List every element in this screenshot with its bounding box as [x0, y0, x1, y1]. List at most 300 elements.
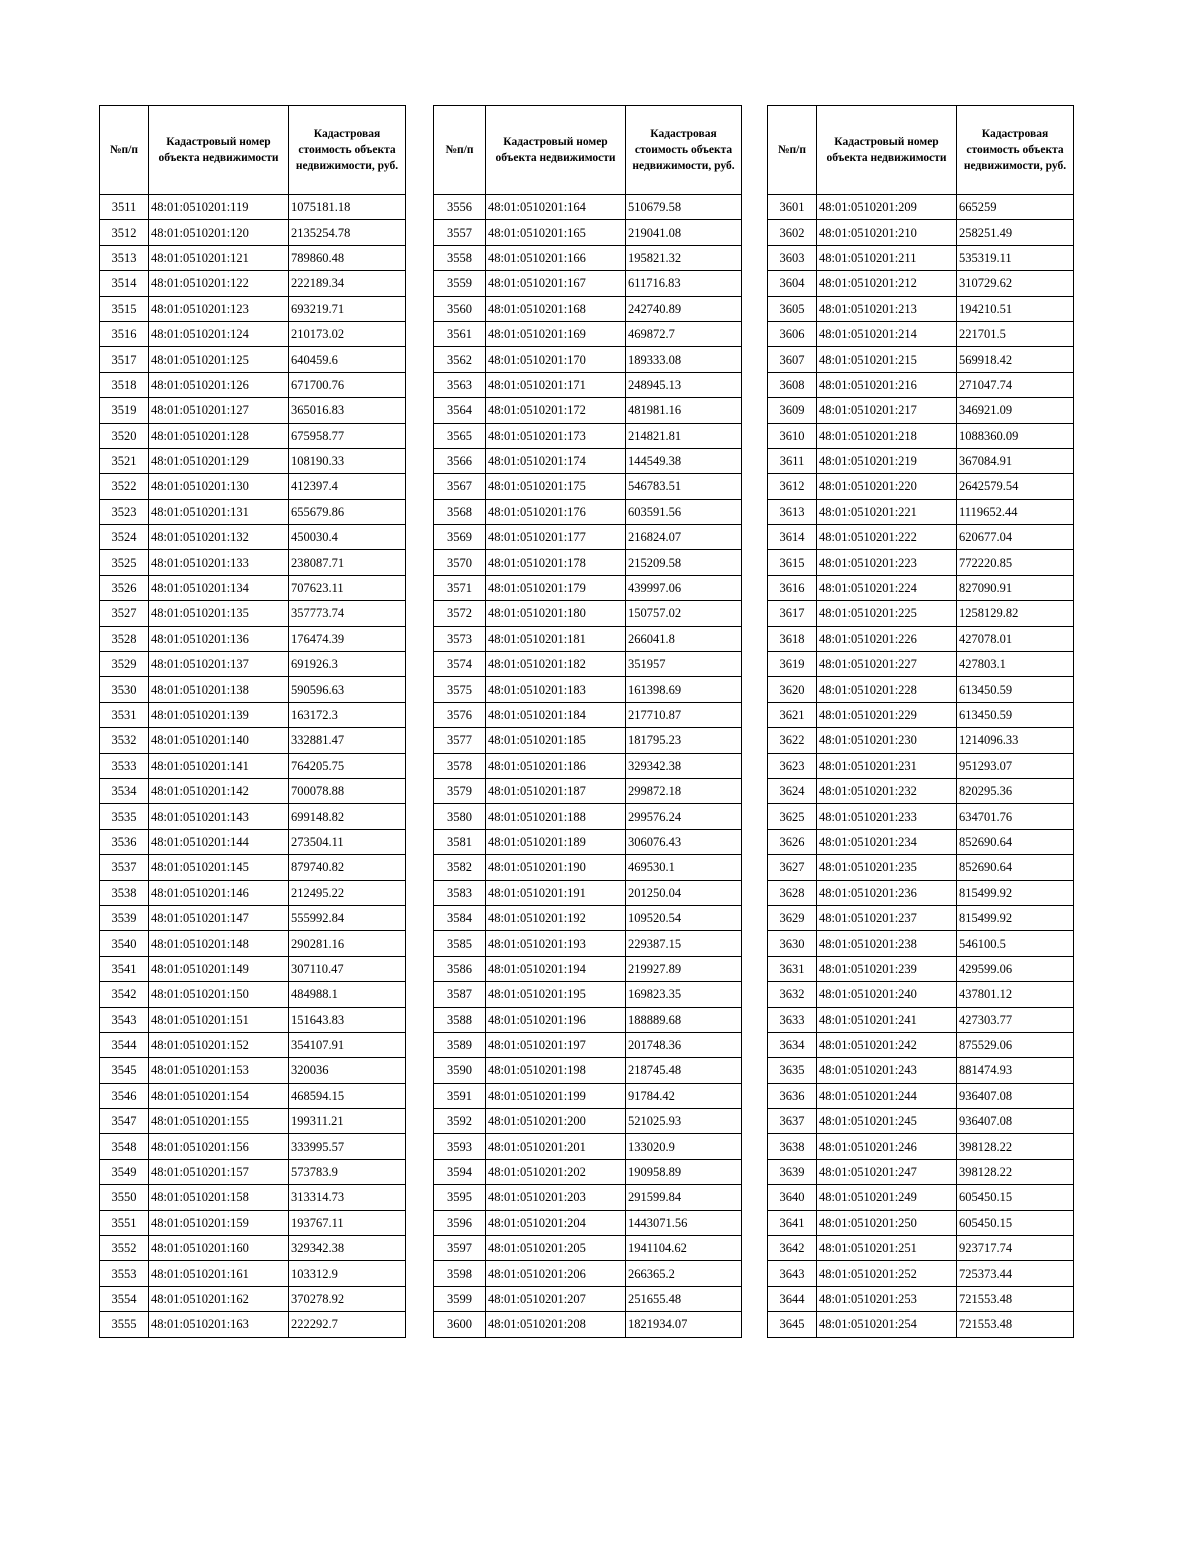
- cadastral-number: 48:01:0510201:236: [817, 880, 957, 905]
- table-row: [768, 804, 1074, 829]
- row-number: 3611: [768, 448, 817, 473]
- row-number: 3517: [100, 347, 149, 372]
- table-row: [434, 1007, 742, 1032]
- cadastral-number: 48:01:0510201:120: [149, 220, 289, 245]
- table-row: [434, 550, 742, 575]
- cadastral-number: 48:01:0510201:217: [817, 398, 957, 423]
- row-number: 3514: [100, 271, 149, 296]
- cadastral-number: 48:01:0510201:196: [486, 1007, 626, 1032]
- row-number: 3554: [100, 1286, 149, 1311]
- cadastral-value: 346921.09: [957, 398, 1074, 423]
- row-number: 3536: [100, 829, 149, 854]
- table-row: [768, 525, 1074, 550]
- cadastral-value: 161398.69: [626, 677, 742, 702]
- cadastral-value: 199311.21: [289, 1109, 406, 1134]
- row-number: 3626: [768, 829, 817, 854]
- cadastral-number: 48:01:0510201:202: [486, 1159, 626, 1184]
- row-number: 3641: [768, 1210, 817, 1235]
- row-number: 3632: [768, 982, 817, 1007]
- table-row: [434, 956, 742, 981]
- cadastral-value: 412397.4: [289, 474, 406, 499]
- table-row: [768, 1261, 1074, 1286]
- cadastral-number: 48:01:0510201:167: [486, 271, 626, 296]
- row-number: 3516: [100, 321, 149, 346]
- cadastral-number: 48:01:0510201:209: [817, 195, 957, 220]
- cadastral-value: 193767.11: [289, 1210, 406, 1235]
- row-number: 3529: [100, 652, 149, 677]
- row-number: 3625: [768, 804, 817, 829]
- row-number: 3640: [768, 1185, 817, 1210]
- cadastral-number: 48:01:0510201:177: [486, 525, 626, 550]
- cadastral-value: 1119652.44: [957, 499, 1074, 524]
- table-row: [768, 1286, 1074, 1311]
- cadastral-value: 195821.32: [626, 245, 742, 270]
- cadastral-number: 48:01:0510201:218: [817, 423, 957, 448]
- cadastral-value: 151643.83: [289, 1007, 406, 1032]
- cadastral-number: 48:01:0510201:150: [149, 982, 289, 1007]
- cadastral-number: 48:01:0510201:179: [486, 575, 626, 600]
- cadastral-number: 48:01:0510201:168: [486, 296, 626, 321]
- table-row: [768, 601, 1074, 626]
- cadastral-number: 48:01:0510201:234: [817, 829, 957, 854]
- cadastral-number: 48:01:0510201:254: [817, 1312, 957, 1337]
- cadastral-number: 48:01:0510201:252: [817, 1261, 957, 1286]
- table-row: [434, 1159, 742, 1184]
- row-number: 3635: [768, 1058, 817, 1083]
- cadastral-value: 881474.93: [957, 1058, 1074, 1083]
- row-number: 3534: [100, 778, 149, 803]
- table-row: [100, 1058, 406, 1083]
- table-row: [434, 829, 742, 854]
- table-row: [100, 1236, 406, 1261]
- cadastral-number: 48:01:0510201:129: [149, 448, 289, 473]
- table-row: [768, 398, 1074, 423]
- cadastral-value: 109520.54: [626, 905, 742, 930]
- cadastral-number: 48:01:0510201:222: [817, 525, 957, 550]
- row-number: 3530: [100, 677, 149, 702]
- cadastral-value: 640459.6: [289, 347, 406, 372]
- header-cadastral-value: Кадастровая стоимость объекта недвижимости, руб.: [626, 106, 742, 195]
- cadastral-number: 48:01:0510201:119: [149, 195, 289, 220]
- cadastral-value: 875529.06: [957, 1032, 1074, 1057]
- cadastral-number: 48:01:0510201:184: [486, 702, 626, 727]
- row-number: 3634: [768, 1032, 817, 1057]
- row-number: 3545: [100, 1058, 149, 1083]
- cadastral-value: 613450.59: [957, 677, 1074, 702]
- table-row: [434, 601, 742, 626]
- row-number: 3552: [100, 1236, 149, 1261]
- cadastral-value: 214821.81: [626, 423, 742, 448]
- cadastral-number: 48:01:0510201:230: [817, 728, 957, 753]
- cadastral-value: 721553.48: [957, 1312, 1074, 1337]
- cadastral-value: 852690.64: [957, 855, 1074, 880]
- cadastral-value: 590596.63: [289, 677, 406, 702]
- row-number: 3616: [768, 575, 817, 600]
- cadastral-number: 48:01:0510201:190: [486, 855, 626, 880]
- row-number: 3546: [100, 1083, 149, 1108]
- cadastral-number: 48:01:0510201:163: [149, 1312, 289, 1337]
- row-number: 3521: [100, 448, 149, 473]
- table-row: [434, 652, 742, 677]
- row-number: 3571: [434, 575, 486, 600]
- cadastral-value: 357773.74: [289, 601, 406, 626]
- cadastral-value: 671700.76: [289, 372, 406, 397]
- row-number: 3547: [100, 1109, 149, 1134]
- cadastral-number: 48:01:0510201:228: [817, 677, 957, 702]
- row-number: 3511: [100, 195, 149, 220]
- cadastral-number: 48:01:0510201:139: [149, 702, 289, 727]
- row-number: 3613: [768, 499, 817, 524]
- cadastral-value: 707623.11: [289, 575, 406, 600]
- cadastral-value: 665259: [957, 195, 1074, 220]
- row-number: 3598: [434, 1261, 486, 1286]
- cadastral-value: 332881.47: [289, 728, 406, 753]
- cadastral-number: 48:01:0510201:220: [817, 474, 957, 499]
- table-row: [100, 1159, 406, 1184]
- row-number: 3608: [768, 372, 817, 397]
- table-row: [100, 1261, 406, 1286]
- cadastral-number: 48:01:0510201:212: [817, 271, 957, 296]
- row-number: 3610: [768, 423, 817, 448]
- cadastral-value: 306076.43: [626, 829, 742, 854]
- table-row: [434, 1312, 742, 1337]
- cadastral-value: 194210.51: [957, 296, 1074, 321]
- cadastral-value: 351957: [626, 652, 742, 677]
- cadastral-value: 789860.48: [289, 245, 406, 270]
- cadastral-value: 469530.1: [626, 855, 742, 880]
- cadastral-value: 429599.06: [957, 956, 1074, 981]
- cadastral-value: 370278.92: [289, 1286, 406, 1311]
- cadastral-number: 48:01:0510201:155: [149, 1109, 289, 1134]
- row-number: 3638: [768, 1134, 817, 1159]
- cadastral-number: 48:01:0510201:244: [817, 1083, 957, 1108]
- row-number: 3607: [768, 347, 817, 372]
- row-number: 3535: [100, 804, 149, 829]
- cadastral-number: 48:01:0510201:188: [486, 804, 626, 829]
- table-row: [100, 829, 406, 854]
- table-row: [100, 398, 406, 423]
- row-number: 3515: [100, 296, 149, 321]
- cadastral-value: 188889.68: [626, 1007, 742, 1032]
- cadastral-number: 48:01:0510201:249: [817, 1185, 957, 1210]
- row-number: 3580: [434, 804, 486, 829]
- cadastral-number: 48:01:0510201:219: [817, 448, 957, 473]
- table-row: [434, 1083, 742, 1108]
- table-row: [434, 931, 742, 956]
- cadastral-value: 266365.2: [626, 1261, 742, 1286]
- table-row: [100, 1286, 406, 1311]
- table-row: [768, 474, 1074, 499]
- table-row: [434, 1286, 742, 1311]
- table-row: [100, 195, 406, 220]
- table-row: [768, 905, 1074, 930]
- table-row: [100, 220, 406, 245]
- cadastral-number: 48:01:0510201:153: [149, 1058, 289, 1083]
- cadastral-number: 48:01:0510201:131: [149, 499, 289, 524]
- cadastral-number: 48:01:0510201:251: [817, 1236, 957, 1261]
- cadastral-number: 48:01:0510201:171: [486, 372, 626, 397]
- table-row: [100, 931, 406, 956]
- row-number: 3575: [434, 677, 486, 702]
- cadastral-number: 48:01:0510201:229: [817, 702, 957, 727]
- row-number: 3540: [100, 931, 149, 956]
- cadastral-number: 48:01:0510201:205: [486, 1236, 626, 1261]
- row-number: 3553: [100, 1261, 149, 1286]
- cadastral-value: 201748.36: [626, 1032, 742, 1057]
- cadastral-number: 48:01:0510201:180: [486, 601, 626, 626]
- cadastral-value: 91784.42: [626, 1083, 742, 1108]
- table-header-row: [434, 106, 742, 195]
- cadastral-number: 48:01:0510201:206: [486, 1261, 626, 1286]
- cadastral-value: 923717.74: [957, 1236, 1074, 1261]
- table-row: [434, 982, 742, 1007]
- cadastral-value: 150757.02: [626, 601, 742, 626]
- cadastral-value: 691926.3: [289, 652, 406, 677]
- row-number: 3584: [434, 905, 486, 930]
- table-row: [768, 855, 1074, 880]
- cadastral-number: 48:01:0510201:208: [486, 1312, 626, 1337]
- table-row: [100, 474, 406, 499]
- cadastral-number: 48:01:0510201:214: [817, 321, 957, 346]
- cadastral-value: 108190.33: [289, 448, 406, 473]
- row-number: 3519: [100, 398, 149, 423]
- header-num: №п/п: [434, 106, 486, 195]
- cadastral-value: 439997.06: [626, 575, 742, 600]
- table-row: [768, 778, 1074, 803]
- table-row: [768, 728, 1074, 753]
- cadastral-value: 222292.7: [289, 1312, 406, 1337]
- row-number: 3528: [100, 626, 149, 651]
- table-row: [768, 1032, 1074, 1057]
- cadastral-value: 201250.04: [626, 880, 742, 905]
- cadastral-value: 258251.49: [957, 220, 1074, 245]
- cadastral-number: 48:01:0510201:174: [486, 448, 626, 473]
- cadastral-number: 48:01:0510201:121: [149, 245, 289, 270]
- cadastral-number: 48:01:0510201:192: [486, 905, 626, 930]
- cadastral-value: 219927.89: [626, 956, 742, 981]
- cadastral-number: 48:01:0510201:198: [486, 1058, 626, 1083]
- cadastral-value: 573783.9: [289, 1159, 406, 1184]
- cadastral-value: 521025.93: [626, 1109, 742, 1134]
- cadastral-value: 725373.44: [957, 1261, 1074, 1286]
- cadastral-value: 569918.42: [957, 347, 1074, 372]
- cadastral-number: 48:01:0510201:175: [486, 474, 626, 499]
- row-number: 3636: [768, 1083, 817, 1108]
- row-number: 3622: [768, 728, 817, 753]
- cadastral-value: 307110.47: [289, 956, 406, 981]
- cadastral-value: 133020.9: [626, 1134, 742, 1159]
- cadastral-number: 48:01:0510201:215: [817, 347, 957, 372]
- row-number: 3562: [434, 347, 486, 372]
- table-row: [434, 372, 742, 397]
- cadastral-number: 48:01:0510201:173: [486, 423, 626, 448]
- row-number: 3614: [768, 525, 817, 550]
- cadastral-value: 936407.08: [957, 1083, 1074, 1108]
- cadastral-number: 48:01:0510201:227: [817, 652, 957, 677]
- row-number: 3644: [768, 1286, 817, 1311]
- header-cadastral-value: Кадастровая стоимость объекта недвижимости, руб.: [957, 106, 1074, 195]
- cadastral-number: 48:01:0510201:221: [817, 499, 957, 524]
- table-header-row: [100, 106, 406, 195]
- cadastral-number: 48:01:0510201:156: [149, 1134, 289, 1159]
- table-row: [100, 1007, 406, 1032]
- table-row: [100, 423, 406, 448]
- cadastral-number: 48:01:0510201:169: [486, 321, 626, 346]
- row-number: 3542: [100, 982, 149, 1007]
- cadastral-value: 603591.56: [626, 499, 742, 524]
- cadastral-value: 398128.22: [957, 1159, 1074, 1184]
- row-number: 3522: [100, 474, 149, 499]
- cadastral-number: 48:01:0510201:159: [149, 1210, 289, 1235]
- cadastral-number: 48:01:0510201:187: [486, 778, 626, 803]
- cadastral-number: 48:01:0510201:191: [486, 880, 626, 905]
- cadastral-value: 103312.9: [289, 1261, 406, 1286]
- cadastral-number: 48:01:0510201:189: [486, 829, 626, 854]
- cadastral-number: 48:01:0510201:183: [486, 677, 626, 702]
- cadastral-value: 427803.1: [957, 652, 1074, 677]
- cadastral-value: 655679.86: [289, 499, 406, 524]
- row-number: 3645: [768, 1312, 817, 1337]
- table-row: [434, 525, 742, 550]
- cadastral-value: 310729.62: [957, 271, 1074, 296]
- table-row: [434, 626, 742, 651]
- cadastral-value: 1214096.33: [957, 728, 1074, 753]
- row-number: 3609: [768, 398, 817, 423]
- cadastral-value: 354107.91: [289, 1032, 406, 1057]
- cadastral-value: 2135254.78: [289, 220, 406, 245]
- row-number: 3599: [434, 1286, 486, 1311]
- cadastral-value: 605450.15: [957, 1210, 1074, 1235]
- header-num: №п/п: [768, 106, 817, 195]
- table-row: [434, 778, 742, 803]
- cadastral-number: 48:01:0510201:245: [817, 1109, 957, 1134]
- cadastral-number: 48:01:0510201:125: [149, 347, 289, 372]
- table-row: [100, 1032, 406, 1057]
- cadastral-value: 221701.5: [957, 321, 1074, 346]
- table-row: [768, 550, 1074, 575]
- cadastral-value: 675958.77: [289, 423, 406, 448]
- table-row: [768, 677, 1074, 702]
- row-number: 3548: [100, 1134, 149, 1159]
- cadastral-number: 48:01:0510201:233: [817, 804, 957, 829]
- cadastral-number: 48:01:0510201:160: [149, 1236, 289, 1261]
- table-row: [434, 728, 742, 753]
- cadastral-value: 620677.04: [957, 525, 1074, 550]
- row-number: 3578: [434, 753, 486, 778]
- cadastral-value: 484988.1: [289, 982, 406, 1007]
- cadastral-number: 48:01:0510201:193: [486, 931, 626, 956]
- cadastral-number: 48:01:0510201:154: [149, 1083, 289, 1108]
- cadastral-value: 1258129.82: [957, 601, 1074, 626]
- cadastral-number: 48:01:0510201:164: [486, 195, 626, 220]
- table-row: [100, 1134, 406, 1159]
- table-row: [434, 1185, 742, 1210]
- row-number: 3563: [434, 372, 486, 397]
- table-row: [768, 652, 1074, 677]
- cadastral-number: 48:01:0510201:250: [817, 1210, 957, 1235]
- table-row: [768, 271, 1074, 296]
- cadastral-value: 764205.75: [289, 753, 406, 778]
- table-row: [434, 880, 742, 905]
- cadastral-number: 48:01:0510201:182: [486, 652, 626, 677]
- row-number: 3527: [100, 601, 149, 626]
- row-number: 3555: [100, 1312, 149, 1337]
- cadastral-value: 189333.08: [626, 347, 742, 372]
- cadastral-value: 468594.15: [289, 1083, 406, 1108]
- row-number: 3631: [768, 956, 817, 981]
- cadastral-value: 251655.48: [626, 1286, 742, 1311]
- cadastral-value: 1941104.62: [626, 1236, 742, 1261]
- table-row: [100, 626, 406, 651]
- row-number: 3574: [434, 652, 486, 677]
- row-number: 3573: [434, 626, 486, 651]
- row-number: 3526: [100, 575, 149, 600]
- cadastral-value: 169823.35: [626, 982, 742, 1007]
- cadastral-value: 181795.23: [626, 728, 742, 753]
- table-row: [100, 652, 406, 677]
- cadastral-number: 48:01:0510201:130: [149, 474, 289, 499]
- row-number: 3569: [434, 525, 486, 550]
- cadastral-value: 936407.08: [957, 1109, 1074, 1134]
- table-row: [100, 550, 406, 575]
- row-number: 3518: [100, 372, 149, 397]
- cadastral-value: 216824.07: [626, 525, 742, 550]
- table-row: [768, 829, 1074, 854]
- header-cadastral-number: Кадастровый номер объекта недвижимости: [149, 106, 289, 195]
- cadastral-number: 48:01:0510201:135: [149, 601, 289, 626]
- cadastral-number: 48:01:0510201:226: [817, 626, 957, 651]
- cadastral-value: 329342.38: [289, 1236, 406, 1261]
- cadastral-number: 48:01:0510201:166: [486, 245, 626, 270]
- cadastral-number: 48:01:0510201:178: [486, 550, 626, 575]
- row-number: 3533: [100, 753, 149, 778]
- table-row: [100, 245, 406, 270]
- cadastral-value: 329342.38: [626, 753, 742, 778]
- table-row: [434, 347, 742, 372]
- cadastral-number: 48:01:0510201:240: [817, 982, 957, 1007]
- table-row: [434, 804, 742, 829]
- header-num: №п/п: [100, 106, 149, 195]
- table-row: [768, 245, 1074, 270]
- cadastral-number: 48:01:0510201:235: [817, 855, 957, 880]
- table-row: [434, 499, 742, 524]
- table-row: [100, 1312, 406, 1337]
- cadastral-number: 48:01:0510201:213: [817, 296, 957, 321]
- row-number: 3556: [434, 195, 486, 220]
- table-row: [768, 1058, 1074, 1083]
- cadastral-number: 48:01:0510201:136: [149, 626, 289, 651]
- table-row: [768, 575, 1074, 600]
- table-row: [434, 474, 742, 499]
- row-number: 3577: [434, 728, 486, 753]
- cadastral-number: 48:01:0510201:157: [149, 1159, 289, 1184]
- cadastral-number: 48:01:0510201:199: [486, 1083, 626, 1108]
- cadastral-number: 48:01:0510201:225: [817, 601, 957, 626]
- cadastral-number: 48:01:0510201:185: [486, 728, 626, 753]
- cadastral-number: 48:01:0510201:127: [149, 398, 289, 423]
- row-number: 3581: [434, 829, 486, 854]
- table-row: [434, 398, 742, 423]
- table-row: [100, 1210, 406, 1235]
- table-body: [100, 195, 406, 1338]
- table-row: [434, 321, 742, 346]
- row-number: 3627: [768, 855, 817, 880]
- cadastral-value: 427303.77: [957, 1007, 1074, 1032]
- row-number: 3593: [434, 1134, 486, 1159]
- cadastral-value: 219041.08: [626, 220, 742, 245]
- cadastral-number: 48:01:0510201:134: [149, 575, 289, 600]
- cadastral-value: 271047.74: [957, 372, 1074, 397]
